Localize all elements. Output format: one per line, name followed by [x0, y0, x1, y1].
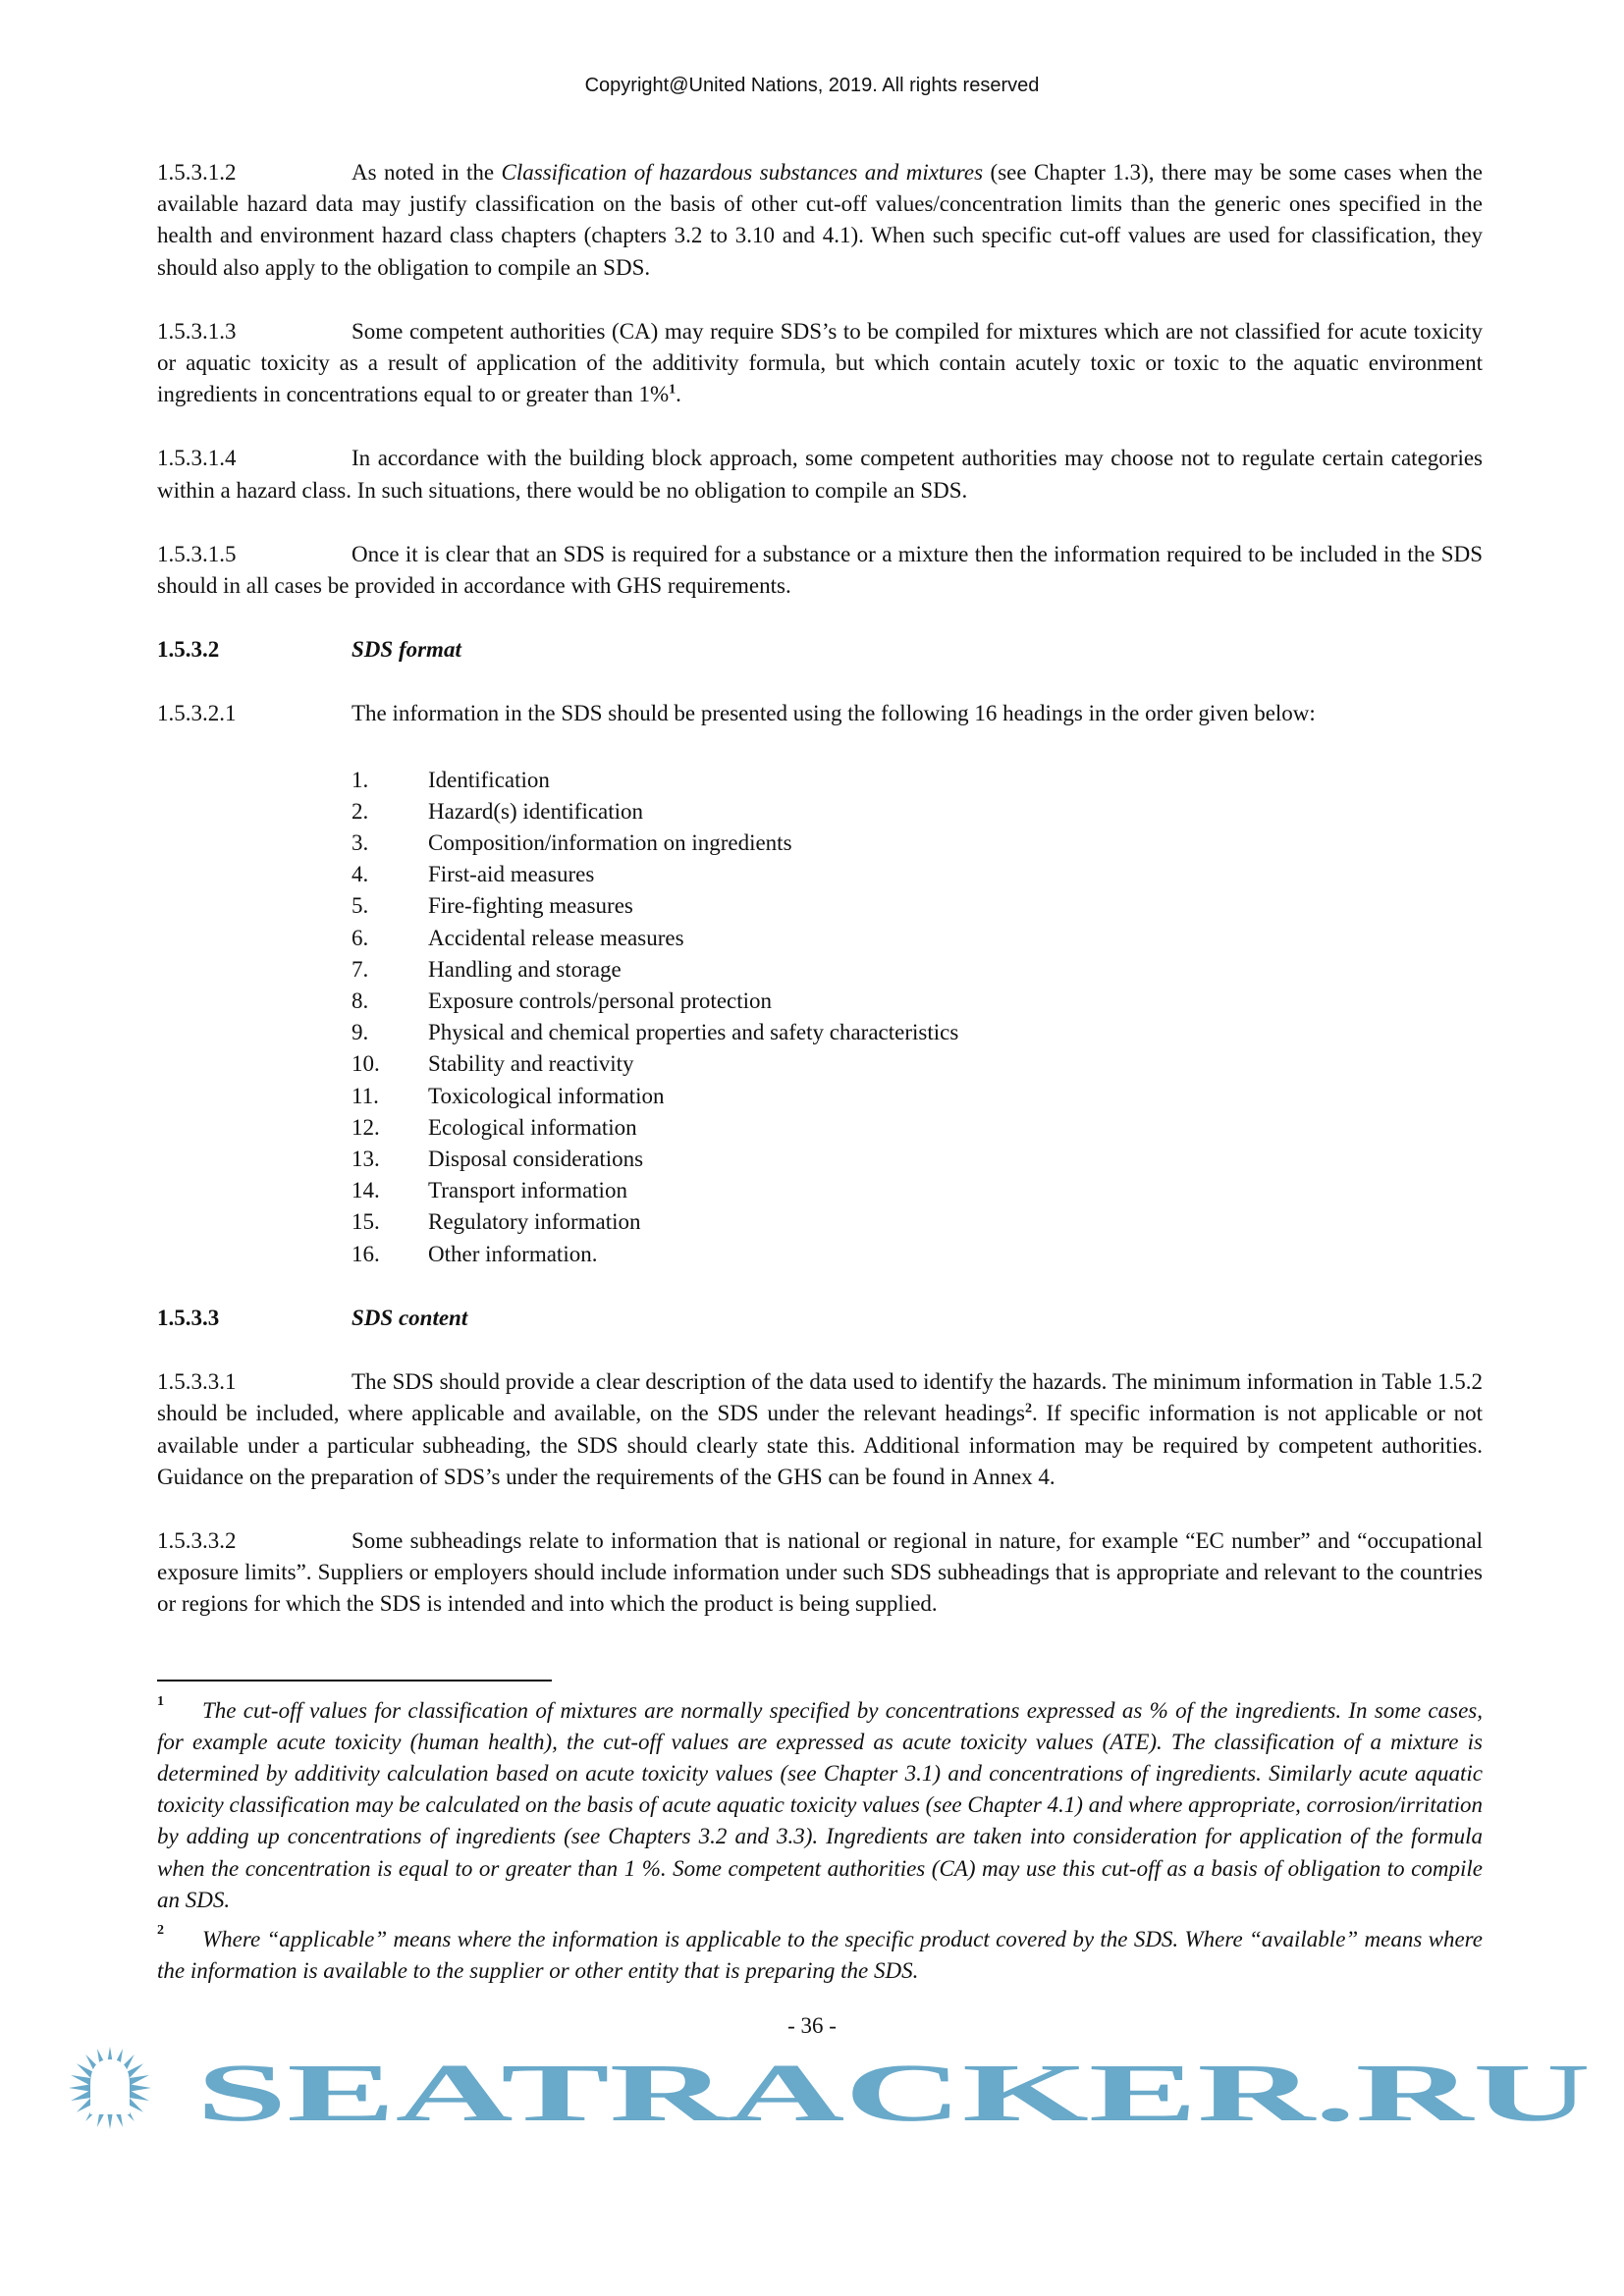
- section-heading-sds-format: [157, 634, 1483, 666]
- item-number: 15.: [352, 1209, 380, 1235]
- watermark-text: SEATRACKER.RU: [196, 2048, 1591, 2131]
- footnote-ref[interactable]: 1: [669, 382, 677, 398]
- para-emphasis: Classification of hazardous substances and mixtures: [501, 160, 984, 185]
- watermark-logo: [0, 2046, 1624, 2130]
- paragraph-1-5-3-1-3: [157, 316, 1483, 411]
- sds-heading-item: [352, 796, 1624, 828]
- footnote-text: Where “applicable” means where the information is applicable to the specific product covered by the SDS. Where “available” means where the information is available to the supplier or other entity that is preparing the SDS.: [157, 1926, 1483, 1984]
- sds-heading-item: [352, 828, 1624, 859]
- sds-heading-item: [352, 1048, 1624, 1080]
- item-number: 4.: [352, 862, 369, 887]
- item-label: Hazard(s) identification: [428, 798, 644, 824]
- copyright-header: Copyright@United Nations, 2019. All rights reserved: [584, 75, 1040, 96]
- sds-heading-item: [352, 923, 1624, 954]
- section-title: SDS format: [352, 637, 461, 663]
- page-number: - 36 -: [787, 2013, 837, 2039]
- para-number: 1.5.3.1.3: [157, 318, 237, 344]
- para-number: 1.5.3.3.2: [157, 1527, 237, 1553]
- item-number: 5.: [352, 893, 369, 919]
- item-number: 13.: [352, 1147, 380, 1172]
- item-label: Ecological information: [428, 1114, 637, 1140]
- item-label: Handling and storage: [428, 956, 622, 982]
- para-text: Some competent authorities (CA) may require SDS’s to be compiled for mixtures which are not classified for acute toxicity or aquatic toxicity as a result of application of the additivity formula, but which contain acutely toxic or toxic to the aquatic environment ingredients in concentrations equal to or greater than 1%: [157, 318, 1483, 407]
- para-number: 1.5.3.3.1: [157, 1369, 237, 1395]
- item-label: First-aid measures: [428, 862, 595, 887]
- item-label: Toxicological information: [428, 1083, 665, 1108]
- section-number: 1.5.3.3: [157, 1305, 220, 1330]
- item-number: 14.: [352, 1178, 380, 1203]
- item-number: 7.: [352, 956, 369, 982]
- paragraph-1-5-3-1-5: [157, 539, 1483, 602]
- sun-icon: [69, 2047, 151, 2129]
- para-number: 1.5.3.1.2: [157, 160, 237, 185]
- item-label: Physical and chemical properties and safety characteristics: [428, 1020, 959, 1045]
- item-label: Exposure controls/personal protection: [428, 988, 773, 1014]
- sds-headings-list: [352, 765, 1624, 1270]
- footnote-mark: 1: [157, 1693, 164, 1709]
- sds-heading-item: [352, 1239, 1624, 1270]
- footnote-divider: [157, 1680, 552, 1682]
- sds-heading-item: [352, 890, 1624, 922]
- item-label: Fire-fighting measures: [428, 893, 633, 919]
- item-label: Identification: [428, 767, 550, 792]
- para-text: .: [676, 382, 681, 407]
- paragraph-1-5-3-1-4: [157, 443, 1483, 506]
- sds-heading-item: [352, 954, 1624, 986]
- item-number: 12.: [352, 1114, 380, 1140]
- footnote-text: The cut-off values for classification of mixtures are normally specified by concentrations expressed as % of the ingredients. In some cases, for example acute toxicity (human health), the cut-off values are expressed as acute toxicity values (ATE). The classification of a mixture is determined by additivity calculation based on acute toxicity values (see Chapter 3.1) and concentrations of ingredients. Similarly acute aquatic toxicity classification may be calculated on the basis of acute aquatic toxicity values (see Chapter 4.1) and where appropriate, corrosion/irritation by adding up concentrations of ingredients (see Chapters 3.2 and 3.3). Ingredients are taken into consideration for application of the formula when the concentration is equal to or greater than 1 %. Some competent authorities (CA) may use this cut-off as a basis of obligation to compile an SDS.: [157, 1697, 1483, 1912]
- section-heading-sds-content: [157, 1303, 1483, 1334]
- sds-heading-item: [352, 1144, 1624, 1175]
- item-number: 8.: [352, 988, 369, 1014]
- para-number: 1.5.3.1.5: [157, 541, 237, 566]
- item-number: 16.: [352, 1241, 380, 1266]
- para-text: The information in the SDS should be presented using the following 16 headings in the order given below:: [352, 701, 1316, 726]
- footnote-ref[interactable]: 2: [1025, 1401, 1033, 1416]
- sds-heading-item: [352, 765, 1624, 796]
- para-text: The SDS should provide a clear description of the data used to identify the hazards. The minimum information in Table 1.5.2 should be included, where applicable and available, on the SDS under the relevant headings: [157, 1369, 1483, 1426]
- item-label: Regulatory information: [428, 1209, 641, 1235]
- item-label: Composition/information on ingredients: [428, 830, 792, 856]
- para-text: As noted in the: [352, 160, 502, 185]
- item-number: 11.: [352, 1083, 379, 1108]
- sds-heading-item: [352, 1081, 1624, 1112]
- para-number: 1.5.3.2.1: [157, 701, 237, 726]
- sds-heading-item: [352, 986, 1624, 1017]
- sds-heading-item: [352, 1175, 1624, 1206]
- sds-heading-item: [352, 1017, 1624, 1048]
- item-number: 3.: [352, 830, 369, 856]
- para-number: 1.5.3.1.4: [157, 446, 237, 471]
- item-number: 2.: [352, 798, 369, 824]
- sds-heading-item: [352, 1112, 1624, 1144]
- item-label: Other information.: [428, 1241, 598, 1266]
- footnote-2: [157, 1924, 1483, 1987]
- para-text: Once it is clear that an SDS is required for a substance or a mixture then the information required to be included in the SDS should in all cases be provided in accordance with GHS requirements.: [157, 541, 1483, 599]
- para-text: . If specific information is not applicable or not available under a particular subheading, the SDS should clearly state this. Additional information may be required by competent authorities. Guidance on the preparation of SDS’s under the requirements of the GHS can be found in Annex 4.: [157, 1401, 1483, 1489]
- section-number: 1.5.3.2: [157, 637, 220, 663]
- item-number: 1.: [352, 767, 369, 792]
- para-text: (see Chapter 1.3), there may be some cases when the available hazard data may justify classification on the basis of other cut-off values/concentration limits than the generic ones specified in the health and environment hazard class chapters (chapters 3.2 to 3.10 and 4.1). When such specific cut-off values are used for classification, they should also apply to the obligation to compile an SDS.: [157, 160, 1483, 280]
- item-label: Transport information: [428, 1178, 627, 1203]
- item-label: Accidental release measures: [428, 925, 684, 950]
- para-text: Some subheadings relate to information that is national or regional in nature, for example “EC number” and “occupational exposure limits”. Suppliers or employers should include information under such SDS subheadings that is appropriate and relevant to the countries or regions for which the SDS is intended and into which the product is being supplied.: [157, 1527, 1483, 1617]
- paragraph-1-5-3-3-2: [157, 1525, 1483, 1621]
- item-number: 9.: [352, 1020, 369, 1045]
- paragraph-1-5-3-3-1: [157, 1366, 1483, 1493]
- item-label: Stability and reactivity: [428, 1051, 634, 1077]
- para-text: In accordance with the building block approach, some competent authorities may choose not to regulate certain categories within a hazard class. In such situations, there would be no obligation to compile an SDS.: [157, 446, 1483, 503]
- footnote-mark: 2: [157, 1922, 164, 1938]
- sds-heading-item: [352, 1206, 1624, 1238]
- footnote-1: [157, 1695, 1483, 1916]
- section-title: SDS content: [352, 1305, 468, 1330]
- sds-heading-item: [352, 859, 1624, 890]
- item-number: 6.: [352, 925, 369, 950]
- item-label: Disposal considerations: [428, 1147, 644, 1172]
- paragraph-1-5-3-1-2: [157, 157, 1483, 284]
- item-number: 10.: [352, 1051, 380, 1077]
- paragraph-1-5-3-2-1: [157, 698, 1483, 729]
